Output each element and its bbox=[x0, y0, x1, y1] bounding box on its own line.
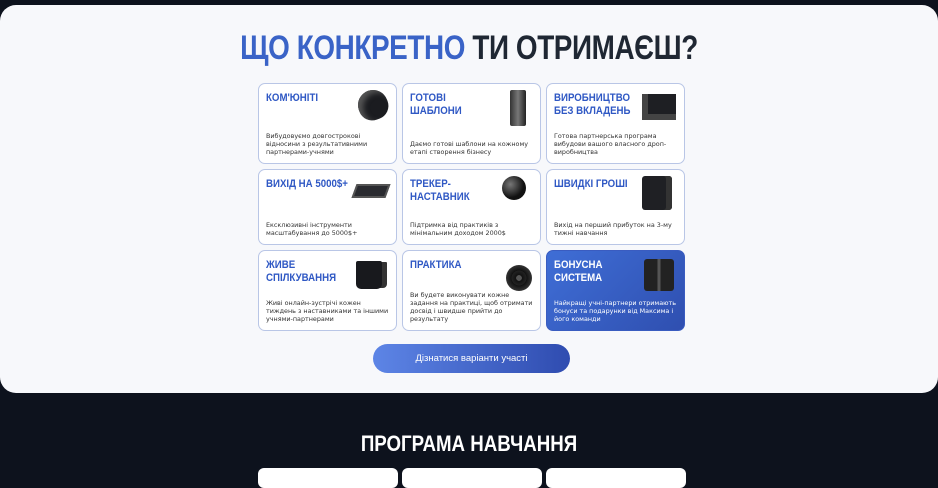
benefit-card bbox=[546, 83, 685, 164]
card-text: Живі онлайн-зустрічі кожен тиждень з наставниками та іншими учнями-партнерами bbox=[266, 299, 389, 323]
card-text: Ексклюзивні інструменти масштабування до 5000$+ bbox=[266, 221, 358, 237]
benefit-card bbox=[402, 169, 541, 245]
card-title: ВИРОБНИЦТВО БЕЗ ВКЛАДЕНЬ bbox=[554, 92, 631, 117]
card-text: Готова партнерська програма вибудови вашого власного дроп-виробництва bbox=[554, 132, 667, 156]
card-text: Даємо готові шаблони на кожному етапі створення бізнесу bbox=[410, 140, 529, 156]
program-section-title: ПРОГРАМА НАВЧАННЯ bbox=[360, 431, 578, 456]
card-text: Найкращі учні-партнери отримають бонуси та подарунки від Максима і його команди bbox=[554, 299, 677, 323]
card-text: Вихід на перший прибуток на 3-му тижні навчання bbox=[554, 221, 672, 237]
benefit-card bbox=[258, 169, 397, 245]
card-title: БОНУСНА СИСТЕМА bbox=[554, 259, 603, 284]
card-text: Ви будете виконувати кожне задання на практиці, щоб отримати досвід і швидше прийти до результату bbox=[410, 291, 533, 323]
benefit-card bbox=[258, 250, 397, 331]
heart-icon bbox=[354, 86, 392, 124]
benefit-card-highlighted bbox=[546, 250, 685, 331]
benefit-card bbox=[402, 250, 541, 331]
benefits-grid bbox=[258, 83, 686, 331]
benefit-card bbox=[402, 83, 541, 164]
card-title: ПРАКТИКА bbox=[410, 259, 462, 271]
notebook-icon bbox=[510, 90, 526, 126]
card-title: ШВИДКІ ГРОШІ bbox=[554, 178, 628, 190]
title-rest: ТИ ОТРИМАЄШ? bbox=[472, 29, 698, 67]
card-title: ЖИВЕ СПІЛКУВАННЯ bbox=[266, 259, 337, 284]
program-card bbox=[546, 468, 686, 488]
section-title bbox=[84, 29, 853, 68]
wallet-icon bbox=[642, 176, 672, 210]
card-title: ВИХІД НА 5000$+ bbox=[266, 178, 348, 190]
mug-icon bbox=[356, 261, 382, 289]
box-icon bbox=[642, 94, 676, 120]
card-text: Вибудовуємо довгострокові відносини з результативними партнерами-учнями bbox=[266, 132, 368, 156]
card-text: Підтримка від практиків з мінімальним доходом 2000$ bbox=[410, 221, 506, 237]
title-highlight: ЩО КОНКРЕТНО bbox=[240, 29, 465, 67]
program-card bbox=[402, 468, 542, 488]
program-card bbox=[258, 468, 398, 488]
card-title: ГОТОВІ ШАБЛОНИ bbox=[410, 92, 462, 117]
benefit-card bbox=[546, 169, 685, 245]
bulb-icon bbox=[502, 176, 526, 200]
target-icon bbox=[506, 265, 532, 291]
gift-icon bbox=[644, 259, 674, 291]
benefit-card bbox=[258, 83, 397, 164]
tray-icon bbox=[351, 184, 390, 198]
card-title: КОМ'ЮНІТІ bbox=[266, 92, 319, 104]
participation-options-button[interactable]: Дізнатися варіанти участі bbox=[373, 344, 570, 373]
card-title: ТРЕКЕР-НАСТАВНИК bbox=[410, 178, 470, 203]
